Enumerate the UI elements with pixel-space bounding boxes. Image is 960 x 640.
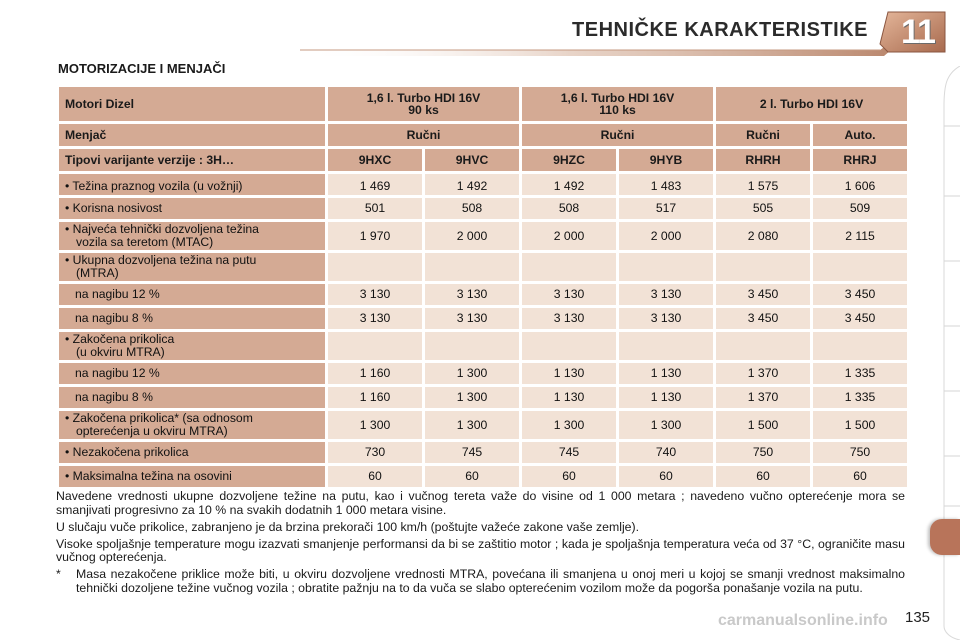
value-cell: 3 130: [328, 308, 422, 329]
variants-row: [59, 149, 907, 171]
page-number: 135: [905, 609, 931, 626]
row-label: • Težina praznog vozila (u vožnji): [59, 174, 325, 195]
value-cell: 2 000: [425, 222, 519, 250]
value-cell: 1 370: [716, 387, 810, 408]
notes: [56, 490, 905, 599]
value-cell: 60: [425, 466, 519, 487]
value-cell: 3 450: [813, 308, 907, 329]
value-cell: 750: [813, 442, 907, 463]
table-row: [59, 387, 907, 408]
value-cell: [813, 332, 907, 360]
value-cell: 1 300: [425, 411, 519, 439]
engine-header: 1,6 l. Turbo HDI 16V 110 ks: [522, 87, 713, 121]
value-cell: [328, 332, 422, 360]
value-cell: 1 500: [813, 411, 907, 439]
gearbox-cell: Auto.: [813, 124, 907, 146]
value-cell: 501: [328, 198, 422, 219]
value-cell: 1 300: [425, 363, 519, 384]
value-cell: 1 500: [716, 411, 810, 439]
value-cell: 508: [425, 198, 519, 219]
value-cell: 3 130: [522, 284, 616, 305]
value-cell: [425, 332, 519, 360]
value-cell: 505: [716, 198, 810, 219]
value-cell: [716, 253, 810, 281]
value-cell: [619, 253, 713, 281]
row-label: • Zakočena prikolica (u okviru MTRA): [59, 332, 325, 360]
value-cell: 1 575: [716, 174, 810, 195]
value-cell: 740: [619, 442, 713, 463]
footnote-text: Masa nezakočene priklice može biti, u okviru dozvoljene vrednosti MTRA, povećana ili smanjena u onoj meri u kojoj se smanji vrednost maksimalno tehnički dozoljene težine vučnog vozila ; obratite pažnju na to da vuča se slabo opterećenim vozilom može da pogorša ponašanje vozila na putu.: [76, 567, 905, 595]
variants-label: Tipovi varijante verzije : 3H…: [59, 149, 325, 171]
table-row: [59, 284, 907, 305]
chapter-badge: [893, 10, 943, 54]
variant-cell: 9HVC: [425, 149, 519, 171]
value-cell: 750: [716, 442, 810, 463]
row-label: • Ukupna dozvoljena težina na putu (MTRA): [59, 253, 325, 281]
chapter-number: 11: [901, 13, 935, 51]
value-cell: 1 483: [619, 174, 713, 195]
value-cell: 3 450: [716, 284, 810, 305]
value-cell: 1 469: [328, 174, 422, 195]
row-label: na nagibu 12 %: [59, 284, 325, 305]
value-cell: [522, 332, 616, 360]
value-cell: 2 115: [813, 222, 907, 250]
value-cell: 1 130: [522, 363, 616, 384]
section-title: MOTORIZACIJE I MENJAČI: [58, 61, 226, 76]
value-cell: 3 130: [328, 284, 422, 305]
value-cell: 1 606: [813, 174, 907, 195]
value-cell: 1 300: [425, 387, 519, 408]
value-cell: 1 160: [328, 363, 422, 384]
engines-row: [59, 87, 907, 121]
row-label: na nagibu 8 %: [59, 308, 325, 329]
variant-cell: 9HYB: [619, 149, 713, 171]
table-row: [59, 363, 907, 384]
row-label: na nagibu 12 %: [59, 363, 325, 384]
value-cell: 1 300: [328, 411, 422, 439]
row-label: • Korisna nosivost: [59, 198, 325, 219]
gearbox-row: [59, 124, 907, 146]
row-label: • Najveća tehnički dozvoljena težina vozila sa teretom (MTAC): [59, 222, 325, 250]
value-cell: [425, 253, 519, 281]
value-cell: 1 130: [619, 363, 713, 384]
value-cell: 509: [813, 198, 907, 219]
value-cell: 730: [328, 442, 422, 463]
gearbox-cell: Ručni: [716, 124, 810, 146]
value-cell: 1 492: [425, 174, 519, 195]
value-cell: 3 130: [425, 308, 519, 329]
table-row: [59, 466, 907, 487]
value-cell: 1 300: [619, 411, 713, 439]
table-row: [59, 198, 907, 219]
value-cell: 1 160: [328, 387, 422, 408]
page-header: [0, 0, 960, 60]
value-cell: 60: [619, 466, 713, 487]
value-cell: 1 335: [813, 387, 907, 408]
variant-cell: RHRH: [716, 149, 810, 171]
value-cell: 2 080: [716, 222, 810, 250]
engine-header: 1,6 l. Turbo HDI 16V 90 ks: [328, 87, 519, 121]
table-row: [59, 332, 907, 360]
row-label: na nagibu 8 %: [59, 387, 325, 408]
table-row: [59, 174, 907, 195]
value-cell: 3 130: [522, 308, 616, 329]
value-cell: 60: [522, 466, 616, 487]
table-row: [59, 253, 907, 281]
value-cell: 3 130: [425, 284, 519, 305]
value-cell: 1 370: [716, 363, 810, 384]
table-row: [59, 442, 907, 463]
value-cell: 2 000: [522, 222, 616, 250]
footnote-mark: *: [56, 567, 61, 581]
value-cell: 745: [425, 442, 519, 463]
specifications-table: [56, 84, 910, 490]
value-cell: 1 492: [522, 174, 616, 195]
note-paragraph: Visoke spoljašnje temperature mogu izazvati smanjenje performansi da bi se zaštitio motor ; kada je spoljašnja temperatura veća od 37 °C, ograničite masu vučnog opterećenja.: [56, 536, 905, 564]
page-title: TEHNIČKE KARAKTERISTIKE: [572, 19, 868, 41]
table-row: [59, 222, 907, 250]
chapter-tab-active[interactable]: [930, 519, 960, 555]
row-label: • Maksimalna težina na osovini: [59, 466, 325, 487]
value-cell: 1 300: [522, 411, 616, 439]
gearbox-label: Menjač: [59, 124, 325, 146]
value-cell: [619, 332, 713, 360]
footnote: [56, 568, 905, 595]
spec-body: [59, 174, 907, 487]
table-row: [59, 308, 907, 329]
value-cell: [716, 332, 810, 360]
value-cell: 60: [328, 466, 422, 487]
value-cell: 1 130: [619, 387, 713, 408]
value-cell: 60: [716, 466, 810, 487]
value-cell: 60: [813, 466, 907, 487]
note-paragraph: Navedene vrednosti ukupne dozvoljene težine na putu, kao i vučnog tereta važe do visine od 1 000 metara ; navedeno vučno opterećenje mora se smanjivati progresivno za 10 % na svakih dodatnih 1 000 metara visine.: [56, 489, 905, 517]
value-cell: 2 000: [619, 222, 713, 250]
engines-label: Motori Dizel: [59, 87, 325, 121]
value-cell: 517: [619, 198, 713, 219]
value-cell: [522, 253, 616, 281]
note-paragraph: U slučaju vuče prikolice, zabranjeno je da brzina prekorači 100 km/h (poštujte važeće zakone vaše zemlje).: [56, 519, 640, 534]
gearbox-cell: Ručni: [328, 124, 519, 146]
value-cell: 1 130: [522, 387, 616, 408]
value-cell: 508: [522, 198, 616, 219]
value-cell: [813, 253, 907, 281]
row-label: • Nezakočena prikolica: [59, 442, 325, 463]
value-cell: [328, 253, 422, 281]
row-label: • Zakočena prikolica* (sa odnosom opterećenja u okviru MTRA): [59, 411, 325, 439]
variant-cell: 9HXC: [328, 149, 422, 171]
value-cell: 745: [522, 442, 616, 463]
table-row: [59, 411, 907, 439]
value-cell: 3 450: [716, 308, 810, 329]
variant-cell: RHRJ: [813, 149, 907, 171]
gearbox-cell: Ručni: [522, 124, 713, 146]
value-cell: 1 335: [813, 363, 907, 384]
value-cell: 3 130: [619, 284, 713, 305]
value-cell: 3 130: [619, 308, 713, 329]
engine-header: 2 l. Turbo HDI 16V: [716, 87, 907, 121]
watermark: carmanualsonline.info: [718, 612, 888, 629]
variant-cell: 9HZC: [522, 149, 616, 171]
value-cell: 1 970: [328, 222, 422, 250]
value-cell: 3 450: [813, 284, 907, 305]
